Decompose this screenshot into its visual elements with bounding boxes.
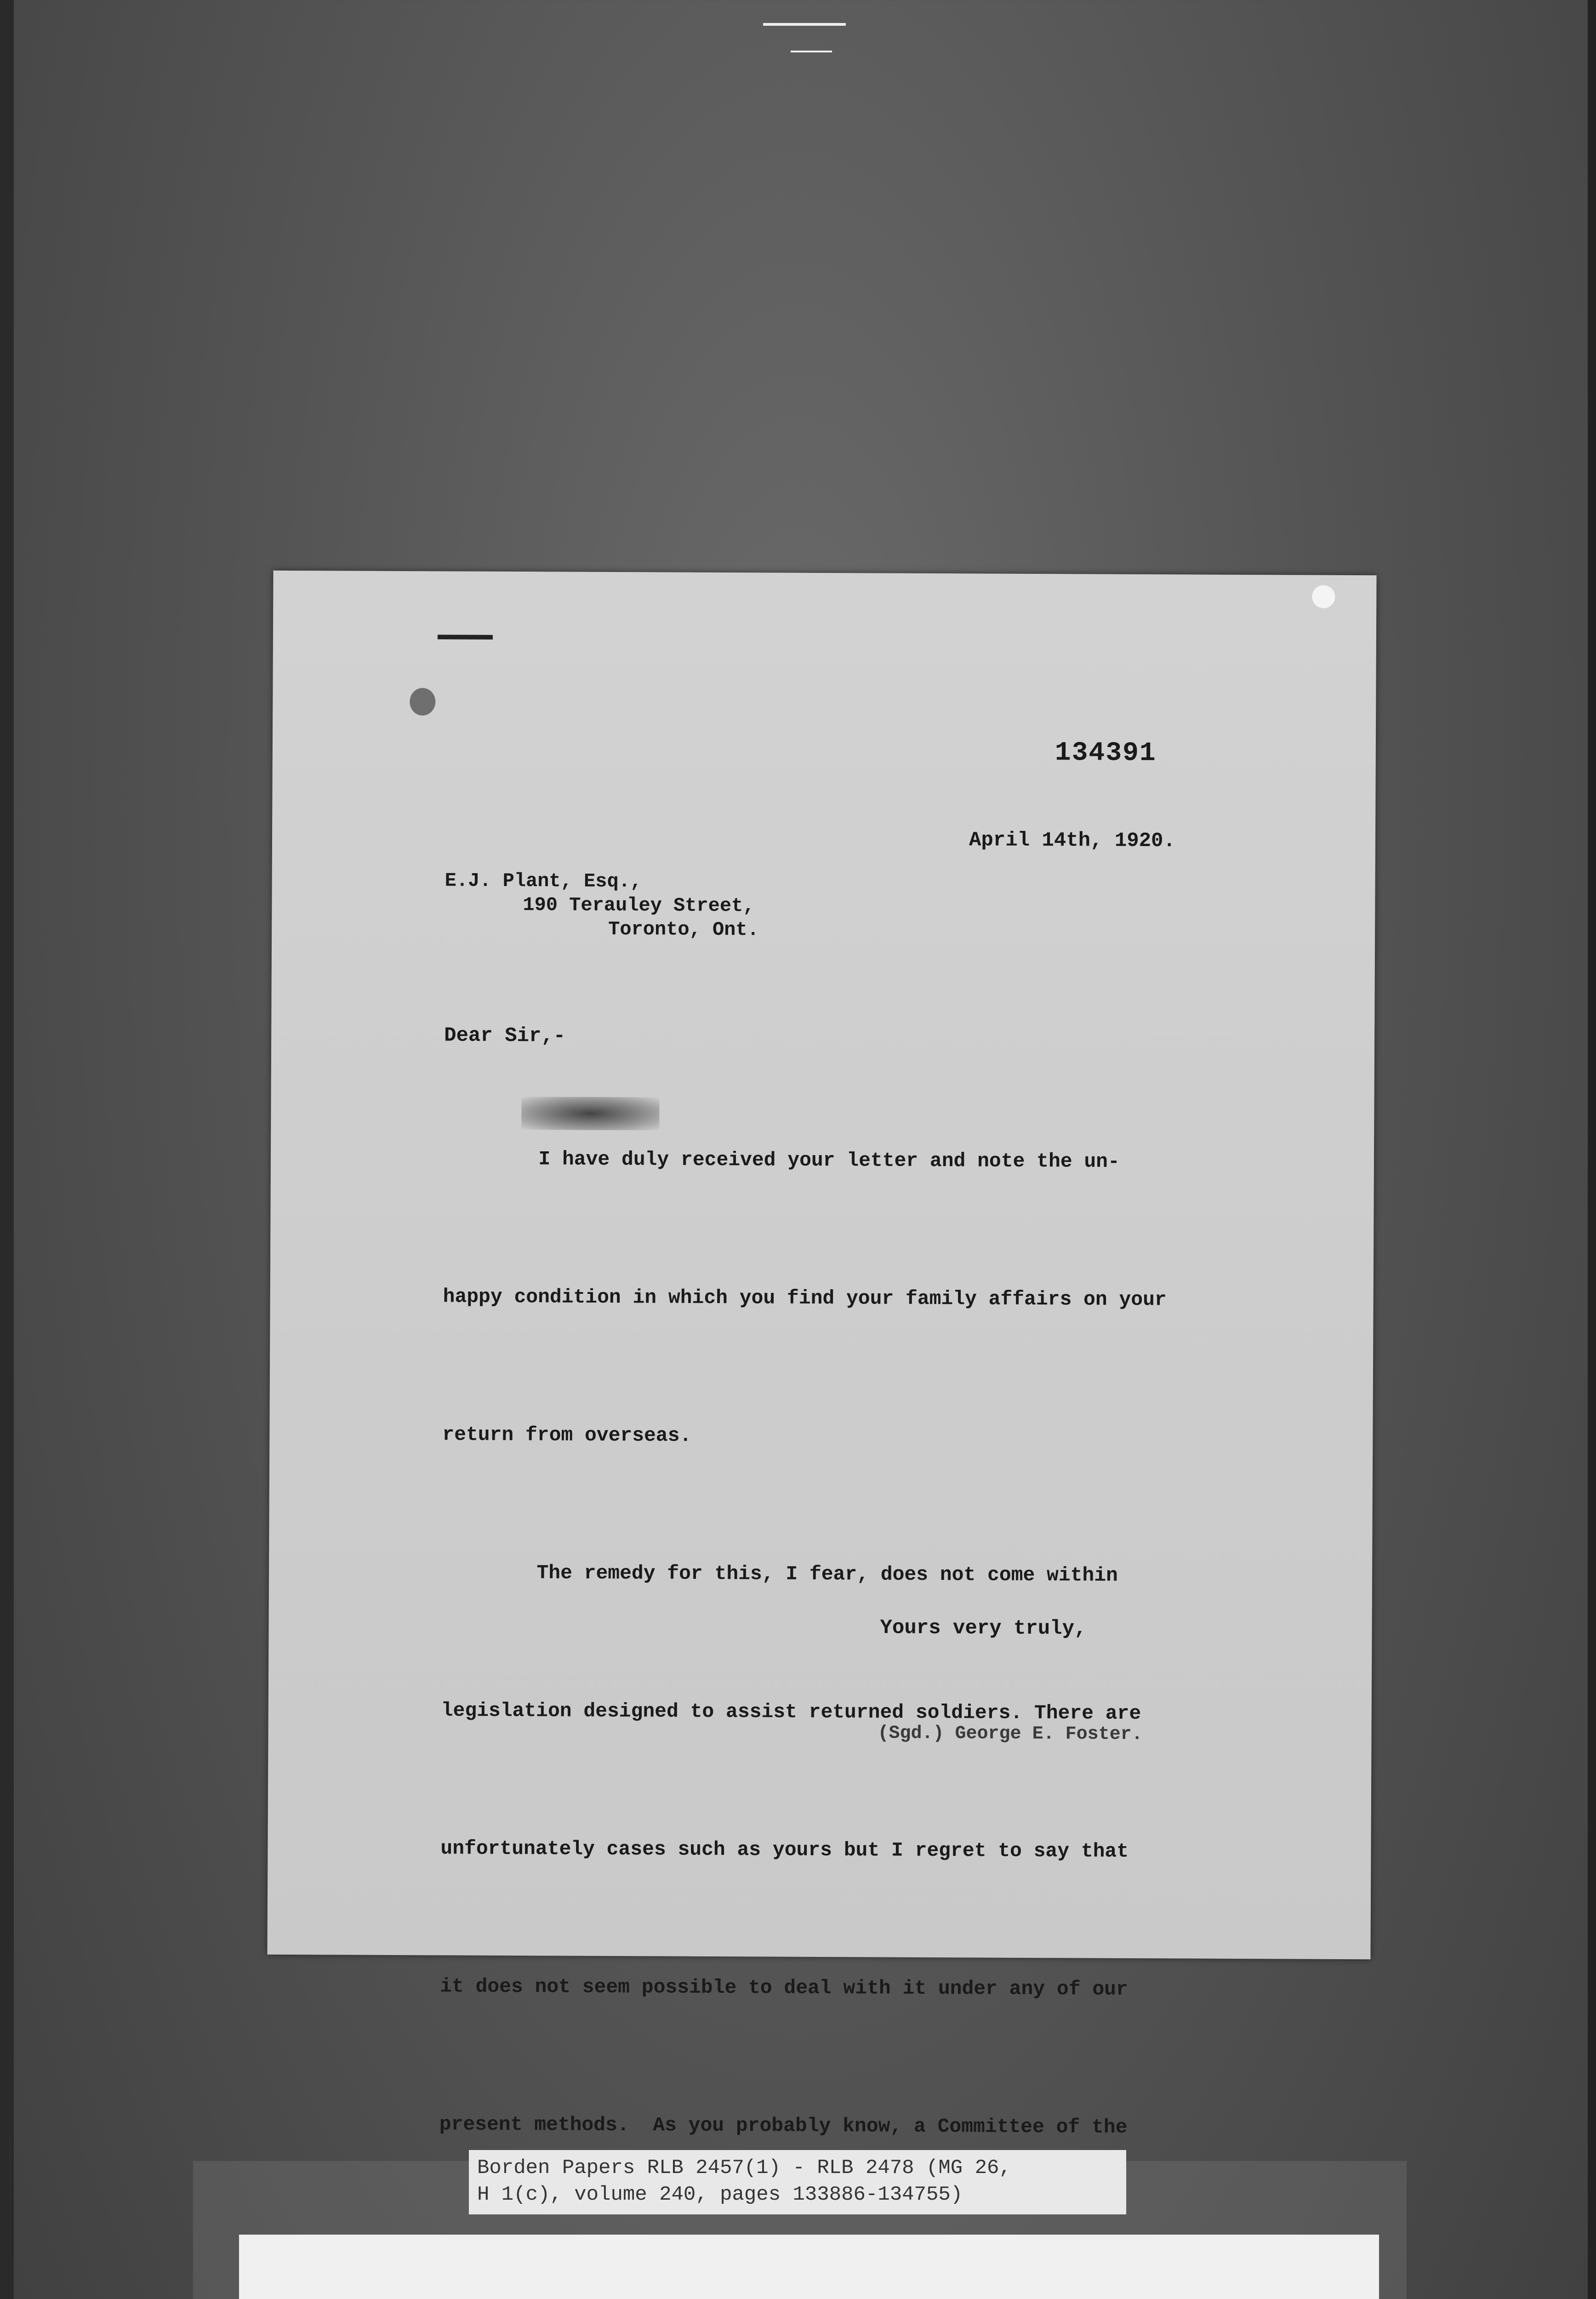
letter-sheet	[267, 571, 1376, 2139]
citation-line: Borden Papers RLB 2457(1) - RLB 2478 (MG 26,	[477, 2156, 1011, 2179]
salutation: Dear Sir,-	[444, 1024, 566, 1048]
body-line: it does not seem possible to deal with it under any of our	[440, 1975, 1128, 2001]
top-tick-mark	[791, 51, 832, 52]
body-line: unfortunately cases such as yours but I regret to say that	[440, 1837, 1129, 1863]
letter-body	[437, 1044, 1168, 2299]
film-edge-left	[0, 0, 14, 2299]
recipient-city: Toronto, Ont.	[608, 918, 759, 941]
signature: (Sgd.) George E. Foster.	[878, 1723, 1143, 1745]
body-line: I have duly received your letter and note the un-	[443, 1147, 1120, 1173]
body-line: legislation designed to assist returned soldiers. There are	[441, 1699, 1141, 1725]
ink-smudge	[521, 1097, 659, 1130]
top-tick-mark	[763, 23, 846, 26]
body-line: present methods. As you probably know, a Committee of the	[439, 2113, 1128, 2139]
closing: Yours very truly,	[880, 1616, 1087, 1641]
body-line: The remedy for this, I fear, does not come within	[441, 1561, 1118, 1587]
punch-hole	[1312, 585, 1335, 608]
recipient-name: E.J. Plant, Esq.,	[445, 869, 642, 893]
recipient-street: 190 Terauley Street,	[523, 894, 755, 917]
citation-label	[469, 2150, 1126, 2214]
citation-line: H 1(c), volume 240, pages 133886-134755)	[477, 2183, 963, 2206]
film-edge-right	[1588, 0, 1596, 2299]
body-line: happy condition in which you find your family affairs on your	[443, 1285, 1167, 1311]
letter-date: April 14th, 1920.	[969, 829, 1176, 853]
archives-card	[239, 2235, 1379, 2299]
punch-hole	[410, 688, 435, 715]
body-line: return from overseas.	[442, 1423, 692, 1447]
document-number: 134391	[1054, 738, 1157, 769]
dash-mark	[438, 635, 493, 640]
